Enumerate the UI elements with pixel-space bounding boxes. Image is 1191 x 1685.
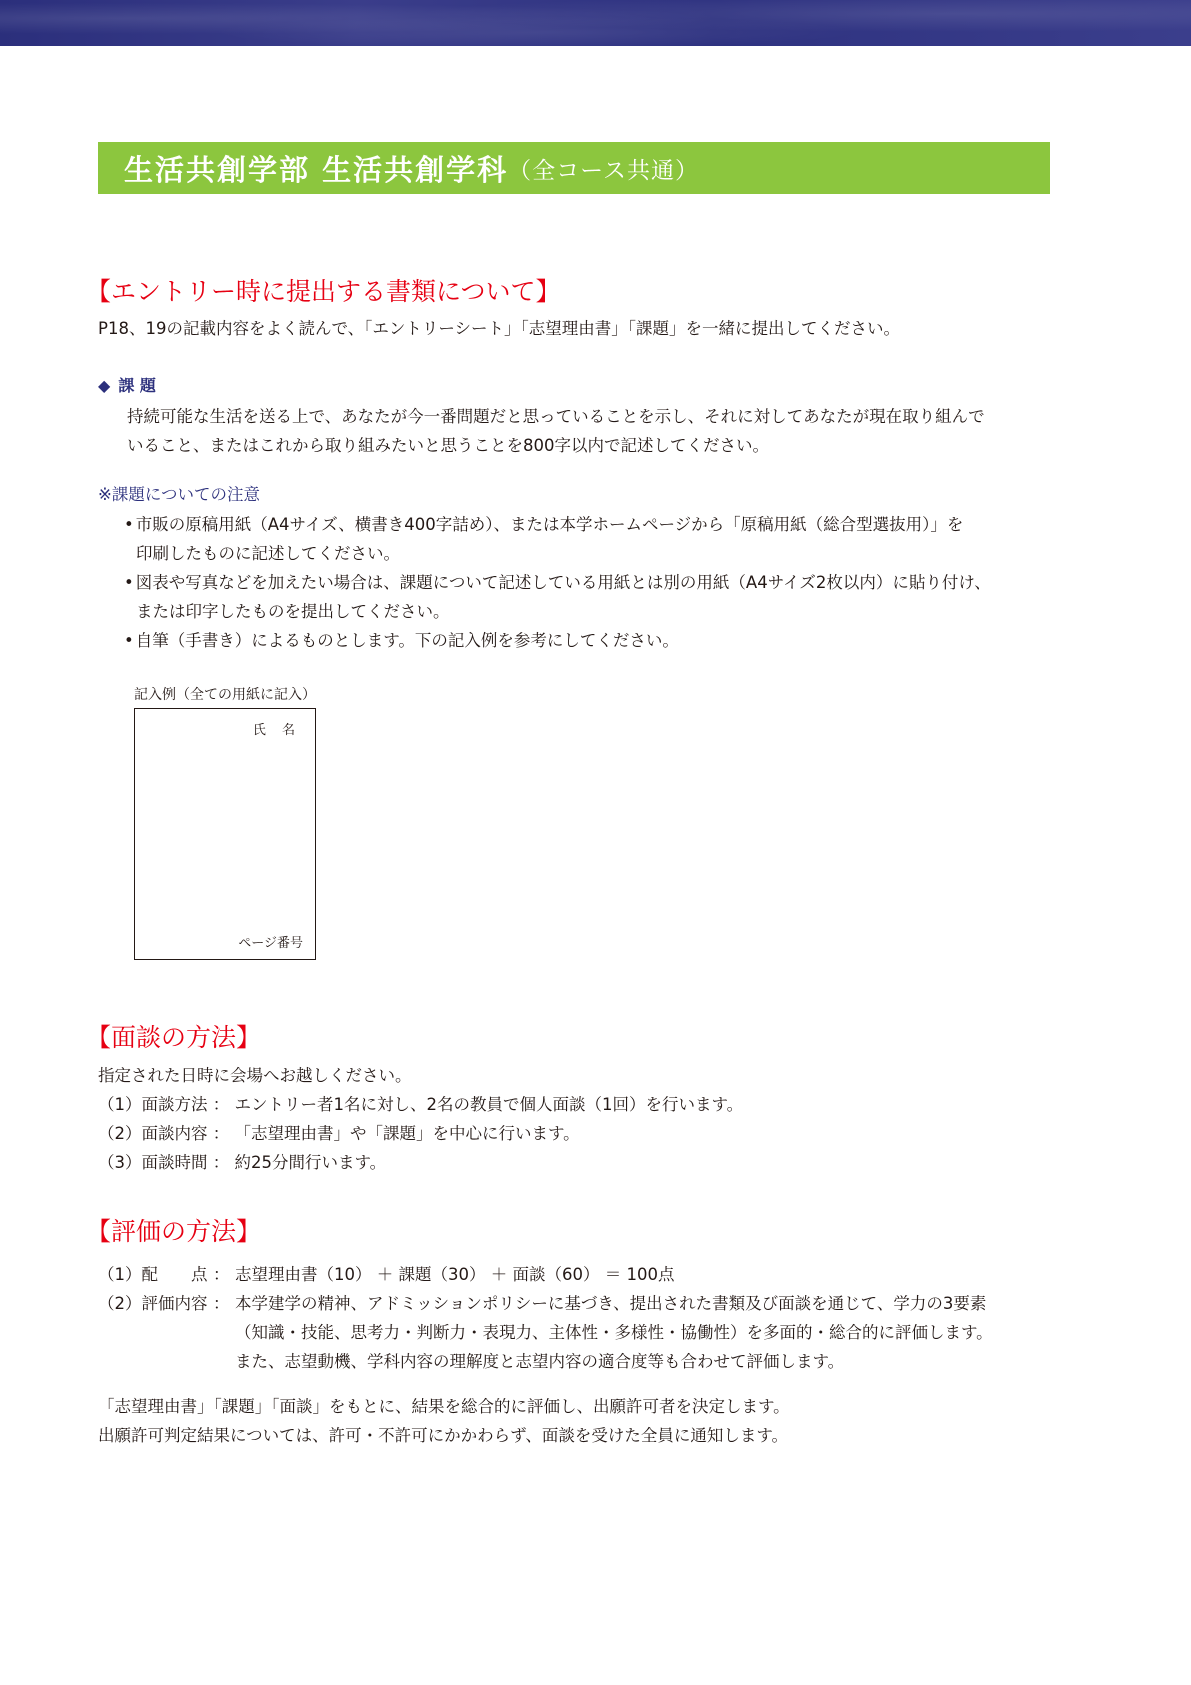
entry-heading: 【エントリー時に提出する書類について】 [86,277,561,306]
diamond-icon: ◆ [98,376,111,395]
kadai-heading [98,373,156,396]
sample-page-number: ページ番号 [238,936,303,951]
list-item: または印字したものを提出してください。 [136,602,450,621]
note-heading: ※課題についての注意 [98,485,260,504]
bullet-icon: • [124,515,134,534]
note-list [124,510,991,655]
content-value: 本学建学の精神、アドミッションポリシーに基づき、提出された書類及び面談を通じて、学力の3要素 [235,1294,987,1313]
bullet-icon: • [124,573,134,592]
interview-item: （2）面談内容 ： 「志望理由書」や「課題」を中心に行います。 [98,1124,580,1143]
department-subtitle: （全コース共通） [508,157,699,184]
points-label: （1）配 点 [98,1265,208,1284]
sample-label: 記入例（全ての用紙に記入） [134,687,316,703]
content-value-line: （知識・技能、思考力・判断力・表現力、主体性・多様性・協働性）を多面的・総合的に評価します。 [235,1323,993,1342]
top-decorative-band [0,0,1191,46]
points-value: 志望理由書（10） ＋ 課題（30） ＋ 面談（60） ＝ 100点 [235,1265,675,1284]
evaluation-points-row: （1）配 点 ： 志望理由書（10） ＋ 課題（30） ＋ 面談（60） ＝ 100点 [98,1260,674,1289]
kadai-text-line: 持続可能な生活を送る上で、あなたが今一番問題だと思っていることを示し、それに対してあなたが現在取り組んで [127,407,985,426]
interview-heading: 【面談の方法】 [86,1023,262,1052]
closing-text: 「志望理由書」「課題」「面談」をもとに、結果を総合的に評価し、出願許可者を決定します。 [98,1397,790,1416]
bullet-icon: • [124,631,134,650]
sample-sheet [134,708,316,960]
department-title-bar [98,142,1050,194]
content-label: （2）評価内容 [98,1294,208,1313]
interview-item: （3）面談時間 ： 約25分間行います。 [98,1153,387,1172]
interview-item: （1）面談方法 ： エントリー者1名に対し、2名の教員で個人面談（1回）を行います。 [98,1095,744,1114]
kadai-text-line: いること、またはこれから取り組みたいと思うことを800字以内で記述してください。 [127,436,769,455]
list-item: • 図表や写真などを加えたい場合は、課題について記述している用紙とは別の用紙（A4サイズ2枚以内）に貼り付け、 [124,573,991,592]
kadai-label: 課 題 [118,376,156,395]
evaluation-content-row: （2）評価内容 ： 本学建学の精神、アドミッションポリシーに基づき、提出された書類及び面談を通じて、学力の3要素 [98,1289,986,1318]
list-item: • 自筆（手書き）によるものとします。下の記入例を参考にしてください。 [124,631,679,650]
closing-text: 出願許可判定結果については、許可・不許可にかかわらず、面談を受けた全員に通知します。 [98,1426,789,1445]
evaluation-heading: 【評価の方法】 [86,1217,262,1246]
entry-intro: P18、19の記載内容をよく読んで、「エントリーシート」「志望理由書」「課題」を一緒に提出してください。 [98,319,901,338]
sample-name-field: 氏 名 [252,723,301,738]
interview-intro: 指定された日時に会場へお越しください。 [98,1066,412,1085]
list-item: 印刷したものに記述してください。 [136,544,400,563]
content-value-line: また、志望動機、学科内容の理解度と志望内容の適合度等も合わせて評価します。 [235,1352,845,1371]
list-item: • 市販の原稿用紙（A4サイズ、横書き400字詰め）、または本学ホームページから「原稿用紙（総合型選抜用）」を [124,515,964,534]
department-title: 生活共創学部 生活共創学科 [124,152,509,187]
